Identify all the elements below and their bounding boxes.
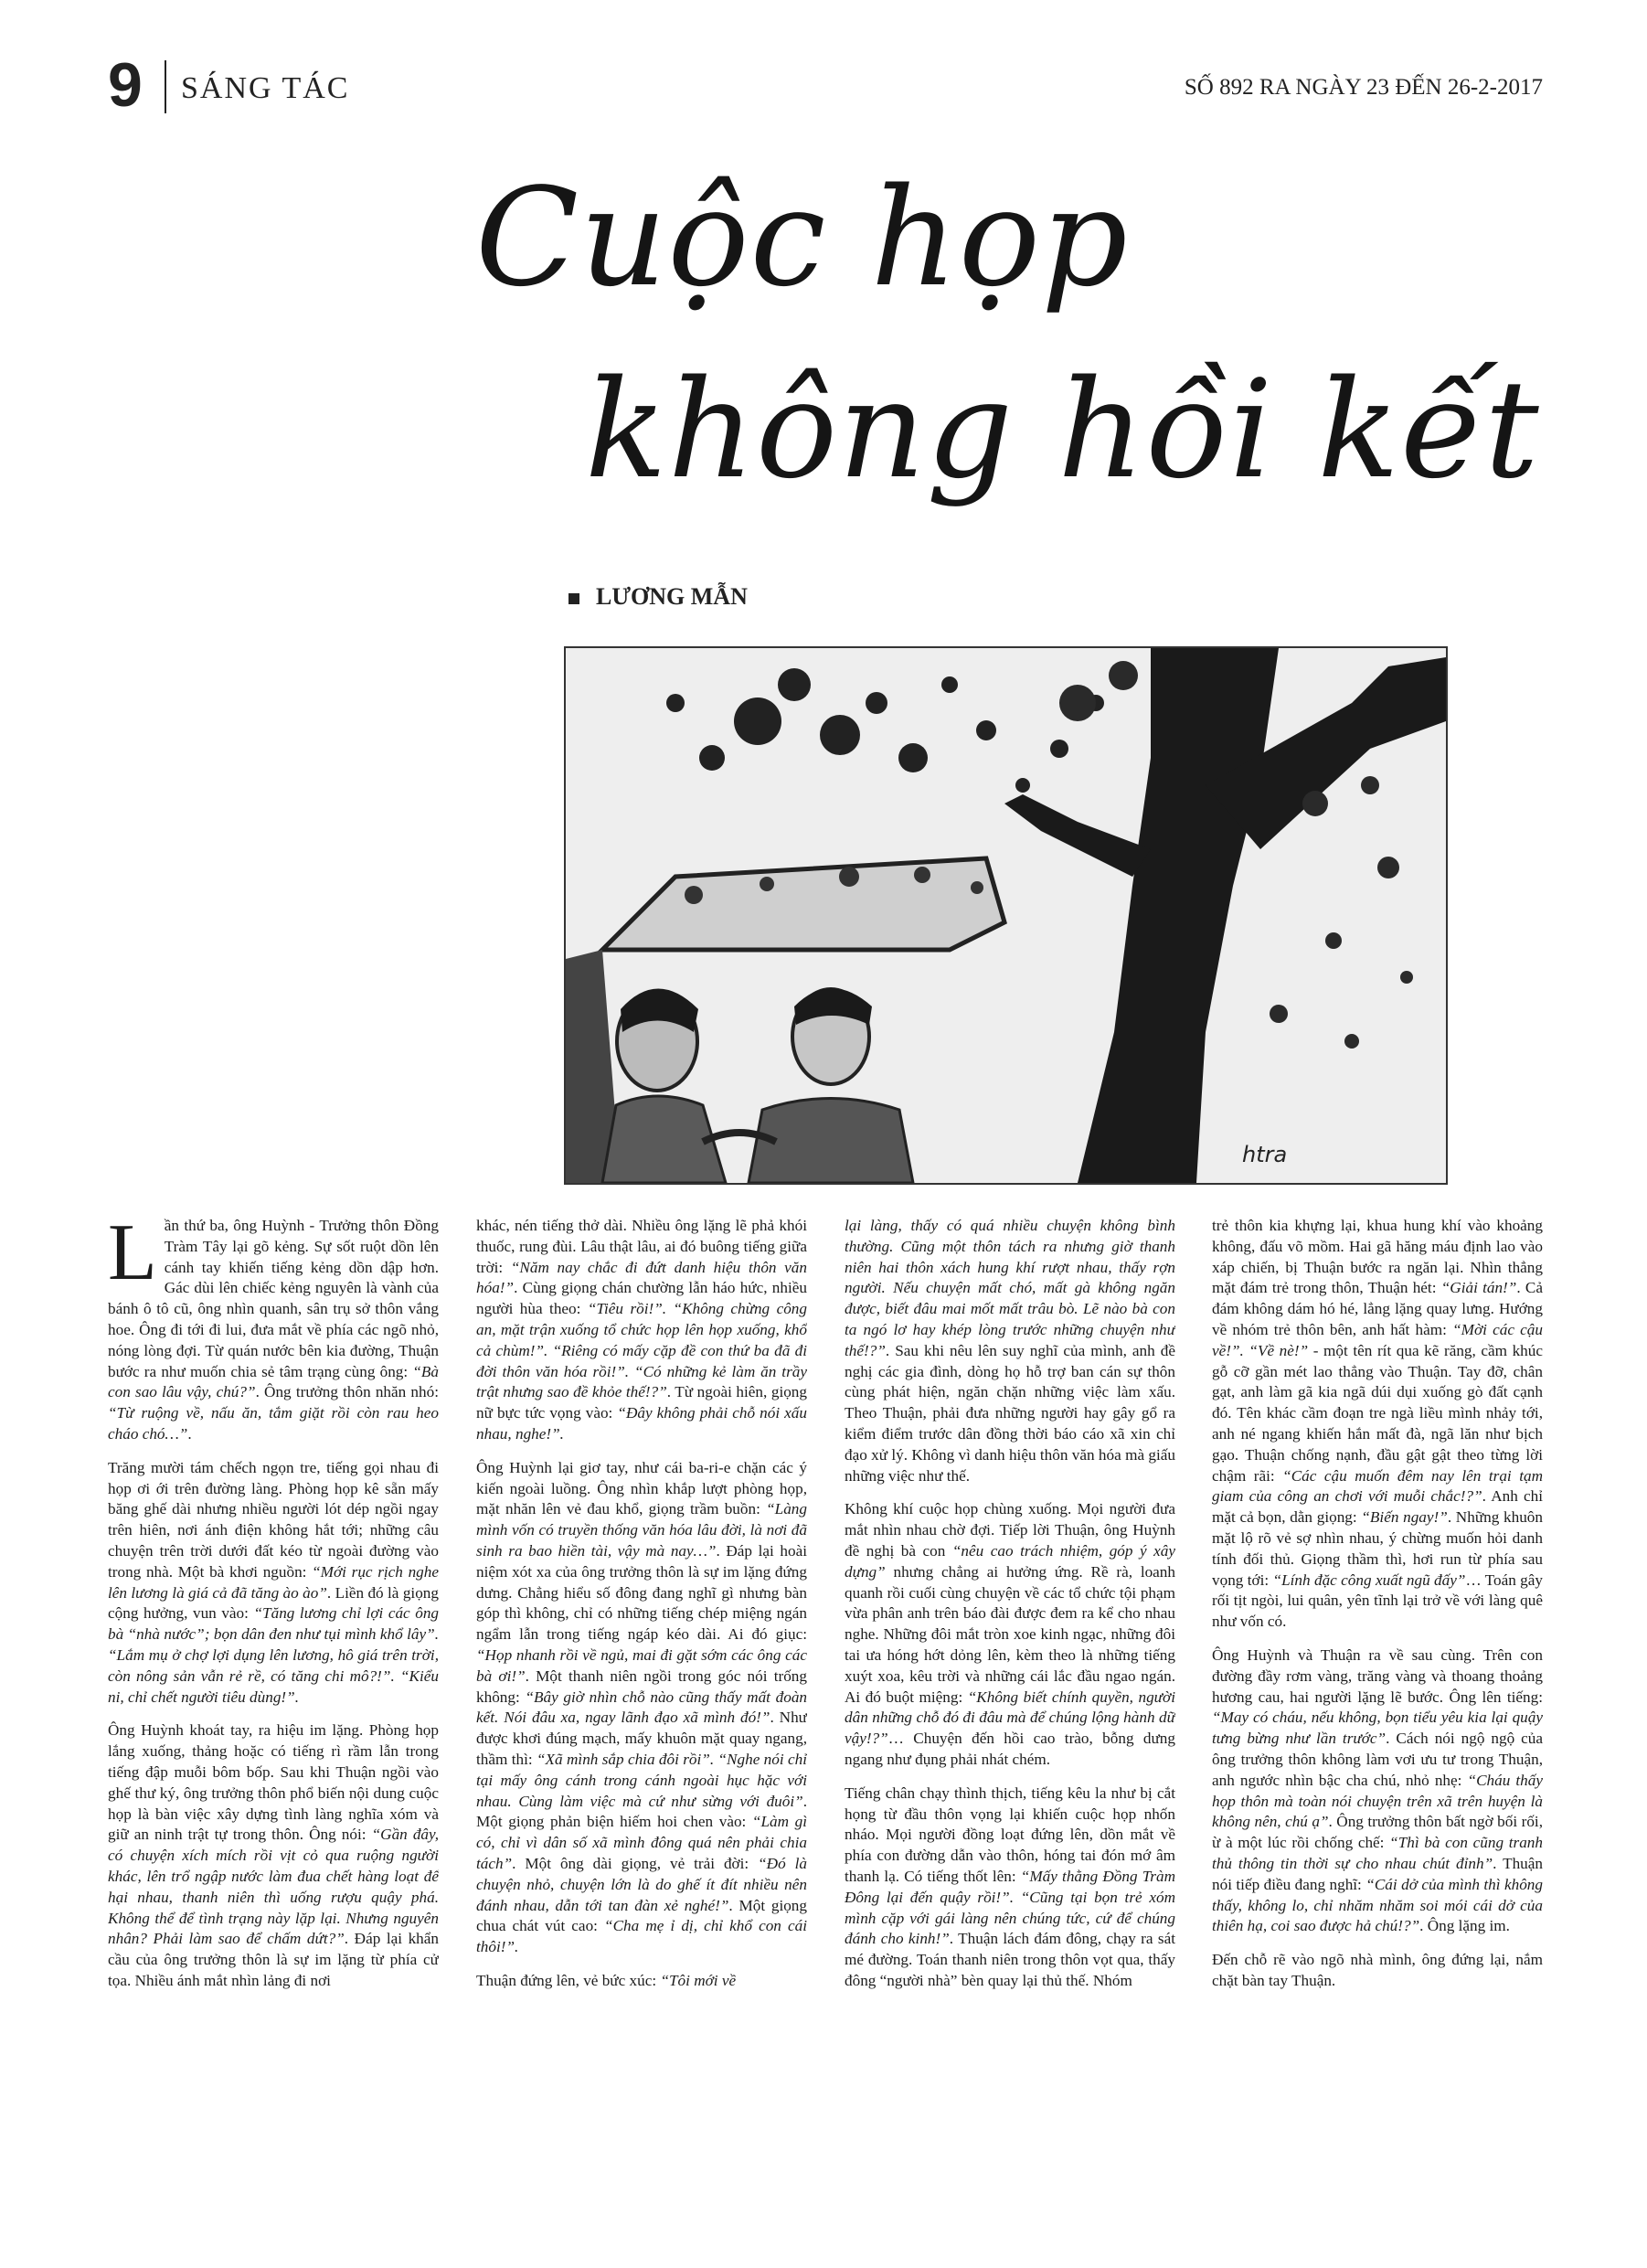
paragraph	[476, 1971, 807, 1992]
text-run: . Ông trưởng thôn bất ngờ bối rối, ừ à một lúc rồi chống chế:	[1212, 1813, 1543, 1852]
text-run: . Cả đám không dám hó hé, lẳng lặng quay lưng. Hướng về nhóm trẻ thôn bên, anh hất hàm:	[1212, 1279, 1543, 1338]
text-column-3	[845, 1216, 1175, 2231]
paragraph	[1212, 1950, 1543, 1992]
quote-run: “Làng mình vốn có truyền thống văn hóa lâu đời, là nơi đã sinh ra bao hiền tài, vậy mà nay…”	[476, 1500, 807, 1560]
author-name: LƯƠNG MẪN	[596, 583, 748, 610]
quote-run: “Gần đây, có chuyện xích mích rồi vịt cỏ qua ruộng người khác, lên trổ ngập nước làm đua chết hàng loạt để hại nhau, thanh niên thì uống rượu quậy phá. Không thể để tình trạng này lặp lại. Nhưng nguyên nhân? Phải làm sao để chấm dứt?”	[108, 1826, 439, 1948]
paragraph	[845, 1216, 1175, 1486]
quote-run: “Thì bà con cũng tranh thủ thông tin thời sự cho nhau chút đỉnh”	[1212, 1834, 1543, 1872]
quote-run: “Biến ngay!”	[1361, 1508, 1448, 1527]
paragraph	[1212, 1645, 1543, 1937]
text-run: . Thuận nói tiếp điều đang nghĩ:	[1212, 1854, 1543, 1893]
text-run: ần thứ ba, ông Huỳnh - Trưởng thôn Đồng Tràm Tây lại gõ kẻng. Sự sốt ruột dồn lên cánh tay khiến tiếng kẻng dồn dập hơn. Gác dùi lên chiếc kẻng nguyên là vành của bánh ô tô cũ, ông nhìn quanh, sân trụ sở thôn vắng hoe. Ông đi tới đi lui, đưa mắt về phía các ngõ nhỏ, nóng lòng đợi. Từ quán nước bên kia đường, Thuận bước ra như muốn chia sẻ tâm trạng cùng ông:	[108, 1217, 439, 1380]
paragraph	[845, 1784, 1175, 1992]
paragraph	[845, 1499, 1175, 1770]
text-run: Ông Huỳnh khoát tay, ra hiệu im lặng. Phòng họp lắng xuống, thảng hoặc có tiếng rì rầm lẫn trong tiếng đập muỗi bôm bốp. Sau khi Thuận ngồi vào ghế thư ký, ông trưởng thôn phổ biến nội dung cuộc họp là bàn việc xây dựng tình làng nghĩa xóm và giữ an ninh trật tự trong thôn. Ông nói:	[108, 1721, 439, 1844]
text-run: .	[187, 1424, 192, 1443]
paragraph	[108, 1216, 439, 1445]
quote-run: “Không biết chính quyền, người dân những chỗ đó đi đâu mà để chúng lộng hành dữ vậy!?”	[845, 1688, 1175, 1748]
text-run: Tiếng chân chạy thình thịch, tiếng kêu la như bị cắt họng từ đầu thôn vọng lại khiến cuộc họp nhốn nháo. Mọi người đồng loạt đứng lên, dồn mắt về phía con đường dẫn vào thôn, hóng tai đón mớ âm thanh lạ. Có tiếng thốt lên:	[845, 1784, 1175, 1885]
text-run: . Một ông dài giọng, vẻ trải đời:	[512, 1854, 759, 1872]
paragraph	[476, 1458, 807, 1958]
text-run: . Sau khi nêu lên suy nghĩ của mình, anh đề nghị các gia đình, dòng họ hỗ trợ ban cán sự thôn cùng phát hiện, ngăn chặn những việc làm xấu. Theo Thuận, phải đưa những người hay gây gổ ra kiểm điểm trước dân đồng thời báo cáo xã xin chỉ đạo xử lý. Không vì danh hiệu thôn văn hóa mà giấu những việc như thế.	[845, 1341, 1175, 1485]
text-run: … Chuyện đến hồi cao trào, bỗng dưng ngang như đụng phải nhát chém.	[845, 1730, 1175, 1768]
text-run: . Ông trưởng thôn nhăn nhó:	[255, 1383, 439, 1401]
quote-run: “Mới rục rịch nghe lên lương là giá cả đã tăng ào ào”	[108, 1562, 439, 1602]
drop-cap: L	[108, 1216, 157, 1297]
quote-run: “Xã mình sắp chia đôi rồi”. “Nghe nói chỉ tại mấy ông cánh trong cánh ngoài hục hặc với nhau. Cùng làm việc mà cứ như sừng với đuôi”	[476, 1750, 807, 1810]
header-divider	[165, 60, 166, 113]
quote-run: “Đây không phải chỗ nói xấu nhau, nghe!”.	[476, 1404, 807, 1443]
section-title: SÁNG TÁC	[181, 71, 350, 105]
quote-run: “Họp nhanh rồi về ngủ, mai đi gặt sớm các ông các bà ơi!”	[476, 1645, 807, 1685]
text-run: - một tên rít qua kẽ răng, cầm khúc gỗ cỡ gần mét lao thẳng vào Thuận. Tay đỡ, chân gạt, anh làm gã kia ngã dúi dụi xuống gò đất cạnh đó. Tên khác cầm đoạn tre ngà liều mình nhảy tới, anh né ngang khiến hắn mất đà, ngã lăn như bịch gạo. Thuận chống nạnh, đầu gật gật theo từng lời chậm rãi:	[1212, 1341, 1543, 1485]
artist-signature: htra	[1242, 1142, 1288, 1167]
issue-info: SỐ 892 RA NGÀY 23 ĐẾN 26-2-2017	[1184, 75, 1543, 100]
text-column-2	[476, 1216, 807, 2231]
quote-run: “Tăng lương chỉ lợi các ông bà “nhà nước”; bọn dân đen như tụi mình khổ lây”. “Lắm mụ ở chợ lợi dụng lên lương, hô giá trên trời, còn nông sản vẫn rẻ rề, có tăng chi mô?!”. “Kiểu ni, chỉ chết người tiêu dùng!”.	[108, 1604, 439, 1706]
text-run: . Cách nói ngộ ngộ của ông trưởng thôn không làm vơi ưu tư trong Thuận, anh ngước nhìn bậc cha chú, nhỏ nhẹ:	[1212, 1730, 1543, 1789]
quote-run: “Bà con sao lâu vậy, chú?”	[108, 1362, 439, 1401]
text-run: . Một thanh niên ngồi trong góc nói trống không:	[476, 1666, 807, 1706]
text-run: … Toán gây rối tịt ngòi, lui quân, yên tĩnh lại trở về với làng quê như vốn có.	[1212, 1571, 1543, 1631]
quote-run: “Tiêu rồi!”. “Không chừng công an, mặt trận xuống tổ chức họp lên họp xuống, khổ cả chùm!”. “Riêng có mấy cặp đề con thứ ba đã đi đời thôn văn hóa rồi!”. “Có những kẻ làm ăn trầy trật nhưng sao đề khỏe thế!?”	[476, 1300, 807, 1401]
text-run: . Liền đó là giọng cộng hưởng, vun vào:	[108, 1583, 439, 1623]
article-illustration	[564, 646, 1448, 1185]
text-run: . Đáp lại khẩn cầu của ông trưởng thôn là sự im lặng từ phía cử tọa. Nhiều ánh mắt nhìn lảng đi nơi	[108, 1930, 439, 1989]
text-run: Thuận đứng lên, vẻ bức xúc:	[476, 1971, 661, 1989]
quote-run: “Giải tán!”	[1440, 1279, 1517, 1297]
page-number: 9	[108, 50, 143, 120]
text-run: trẻ thôn kia khựng lại, khua hung khí vào khoảng không, đấu võ mồm. Hai gã hăng máu định lao vào xáp chiến, bị Thuận bước ra ngăn lại. Nhìn thẳng mặt đám trẻ trong thôn, Thuận hét:	[1212, 1217, 1543, 1297]
quote-run: “Làm gì có, chỉ vì dân số xã mình đông quá nên phải chia tách”	[476, 1813, 807, 1872]
text-run: . Thuận lách đám đông, chạy ra sát mé đường. Toán thanh niên trong thôn vọt qua, thấy đông “người nhà” bèn quay lại thủ thế. Nhóm	[845, 1930, 1175, 1989]
quote-run: lại làng, thấy có quá nhiều chuyện không bình thường. Cũng một thôn tách ra nhưng giờ thanh niên hai thôn xách hung khí rượt nhau, thấy rợn người. Nếu chuyện mất chó, mất gà không ngăn được, biết đâu mai mốt mất trâu bò. Lẽ nào bà con ta ngó lơ hay khép lòng trước những chuyện như thế!?”	[845, 1217, 1175, 1359]
quote-run: “Các cậu muốn đêm nay lên trại tạm giam của công an chơi với muỗi chắc!?”	[1212, 1466, 1543, 1506]
quote-run: “Năm nay chắc đi đứt danh hiệu thôn văn hóa!”	[476, 1258, 807, 1297]
article-body	[108, 1216, 1543, 2231]
text-run: nhưng chẳng ai hưởng ứng. Rề rà, loanh quanh rồi cuối cùng chuyện về các tổ chức tội phạm vừa phân anh trên báo đài được đem ra kể cho nhau nghe. Những đôi mắt tròn xoe kinh ngạc, những đôi tai ưa hóng hớt dỏng lên, kèm theo là những tiếng xuýt xoa, kêu trời và những cái lắc đầu ngao ngán. Ai đó buột miệng:	[845, 1562, 1175, 1706]
text-run: . Một giọng phản biện hiếm hoi chen vào:	[476, 1792, 807, 1831]
square-bullet-icon	[568, 593, 579, 604]
quote-run: “Mời các cậu về!”. “Về nè!”	[1212, 1320, 1543, 1359]
text-run: Ông Huỳnh lại giơ tay, như cái ba-ri-e chặn các ý kiến ngoài luồng. Ông nhìn khắp lượt phòng họp, mặt nhăn lên vẻ đau khổ, giọng trầm buồn:	[476, 1458, 807, 1518]
text-run: . Anh chỉ mặt cả bọn, dằn giọng:	[1212, 1487, 1543, 1527]
text-run: Trăng mười tám chếch ngọn tre, tiếng gọi nhau đi họp ơi ới trên đường làng. Phòng họp kê sẵn mấy băng ghế dài nhưng nhiều người lót dép ngồi ngay trên hiên, nơi ánh điện không hắt tới; những câu chuyện trên trời dưới đất kéo từ ngoài đường vào trong nhà. Một bà khơi nguồn:	[108, 1458, 439, 1581]
quote-run: “Cái dở của mình thì không thấy, không lo, chỉ nhăm nhăm soi mói cái dở của thiên hạ, coi sao được hả chú!?”	[1212, 1875, 1543, 1935]
quote-run: “Bây giờ nhìn chỗ nào cũng thấy mất đoàn kết. Nói đâu xa, ngay lãnh đạo xã mình đó!”	[476, 1688, 807, 1727]
quote-run: “May có cháu, nếu không, bọn tiểu yêu kia lại quậy tưng bừng như lần trước”	[1212, 1709, 1543, 1748]
quote-run: “Cháu thấy họp thôn mà toàn nói chuyện trên xã trên huyện là không nên, chú ạ”	[1212, 1771, 1543, 1831]
text-run: Không khí cuộc họp chùng xuống. Mọi người đưa mắt nhìn nhau chờ đợi. Tiếp lời Thuận, ông Huỳnh đề nghị bà con	[845, 1500, 1175, 1560]
quote-run: “Đó là chuyện nhỏ, chuyện lớn là do ghế ít đít nhiều nên đánh nhau, dẫn tới tan đàn xẻ nghé!”	[476, 1854, 807, 1914]
text-run: Đến chỗ rẽ vào ngõ nhà mình, ông đứng lại, nắm chặt bàn tay Thuận.	[1212, 1951, 1543, 1989]
quote-run: “Lính đặc công xuất ngũ đấy”	[1272, 1571, 1466, 1589]
text-run: . Đáp lại hoài niệm xót xa của ông trưởng thôn là sự im lặng đứng dưng. Chẳng hiểu số đông đang nghĩ gì nhưng bàn góp thì không, chỉ có những tiếng chép miệng ngán ngẩm lẫn trong tiếng ngáp kéo dài. Ai đó giục:	[476, 1541, 807, 1644]
text-run: . Cùng giọng chán chường lẫn háo hức, nhiều người hùa theo:	[476, 1279, 807, 1318]
paragraph	[108, 1720, 439, 1991]
title-line-2: không hồi kết	[585, 351, 1540, 508]
text-run: . Một giọng chua chát vút cao:	[476, 1896, 807, 1935]
text-column-4	[1212, 1216, 1543, 2231]
text-run: . Như được khơi đúng mạch, mấy khuôn mặt quay ngang, thầm thì:	[476, 1709, 807, 1768]
quote-run: “Từ ruộng về, nấu ăn, tắm giặt rồi còn rau heo cháo chó…”	[108, 1404, 439, 1443]
byline	[568, 583, 748, 611]
text-run: Ông Huỳnh và Thuận ra về sau cùng. Trên con đường đầy rơm vàng, trăng vàng và thoang thoảng hương cau, hai người lặng lẽ bước. Ông lên tiếng:	[1212, 1645, 1543, 1706]
paragraph	[108, 1458, 439, 1709]
paragraph	[476, 1216, 807, 1445]
text-column-1	[108, 1216, 439, 2231]
quote-run: “nêu cao trách nhiệm, góp ý xây dựng”	[845, 1541, 1175, 1581]
quote-run: “Cha mẹ ỉ dị, chỉ khổ con cái thôi!”.	[476, 1917, 807, 1956]
text-run: . Từ ngoài hiên, giọng nữ bực tức vọng vào:	[476, 1383, 807, 1422]
text-run: khác, nén tiếng thở dài. Nhiều ông lặng lẽ phả khói thuốc, rung đùi. Lâu thật lâu, ai đó buông tiếng giữa trời:	[476, 1217, 807, 1276]
paragraph	[1212, 1216, 1543, 1633]
quote-run: “Mấy thằng Đồng Tràm Đông lại đến quậy rồi!”. “Cũng tại bọn trẻ xóm mình cặp với gái làng nên chúng tức, cứ để chúng đánh cho kinh!”	[845, 1867, 1175, 1948]
title-line-1: Cuộc họp	[475, 159, 1129, 316]
illustration-drawing	[566, 648, 1446, 1183]
page-header	[108, 50, 1543, 120]
text-run: . Ông lặng im.	[1419, 1917, 1510, 1935]
text-run: . Những khuôn mặt lộ rõ vẻ sợ nhìn nhau, ý chừng muốn hỏi danh tính đối thủ. Giọng thầm thì, hơi run từ phía sau vọng tới:	[1212, 1508, 1543, 1589]
quote-run: “Tôi mới về	[660, 1971, 737, 1989]
